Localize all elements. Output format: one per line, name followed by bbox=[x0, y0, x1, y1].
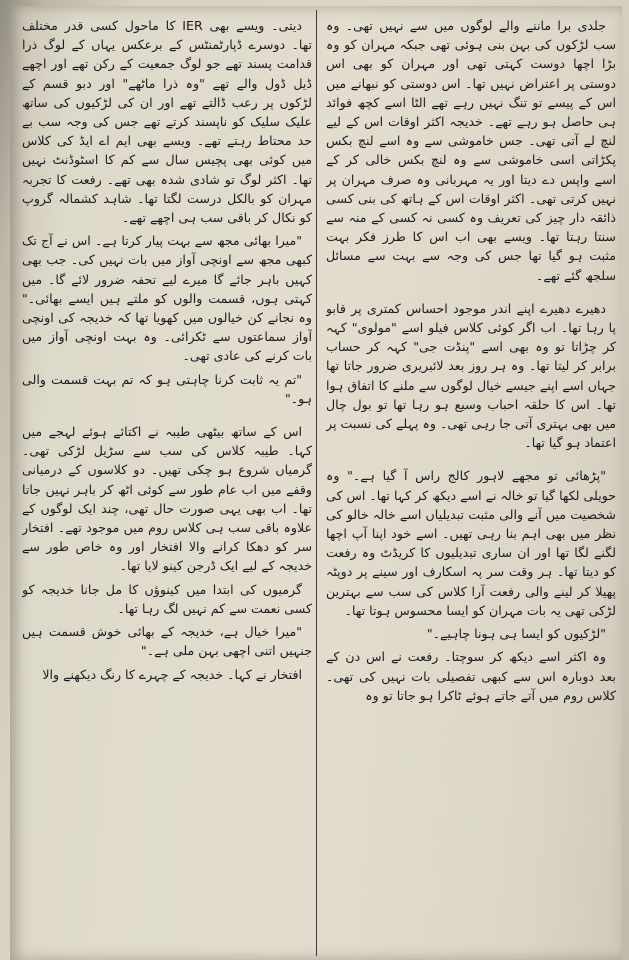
right-paragraph-5: وہ اکثر اسے دیکھ کر سوچتا۔ رفعت نے اس دن کے بعد دوبارہ اس سے کبھی تفصیلی بات نہیں کی تھی۔ کلاس روم میں آتے جاتے ہوئے ٹاکرا ہو جاتا تو وہ bbox=[326, 649, 616, 703]
right-paragraph-2: دھیرے دھیرے اپنے اندر موجود احساس کمتری پر قابو پا رہا تھا۔ اب اگر کوئی کلاس فیلو اسے "مولوی" کہہ کر چڑاتا تو وہ بھی اسے "پنڈت جی" کہہ کر حساب برابر کر لیتا تھا۔ وہ ہر روز بعد لائبریری ضرور جاتا تھا جہاں اسے اپنے جیسے خیال لوگوں سے ملنے کا اتفاق ہوا تھا۔ اس کا حلقہ احباب وسیع ہو رہا تھا تو بول چال میں بھی بہتری آتی جا رہی تھی۔ وہ پہلے کی نسبت پر اعتماد ہو گیا تھا۔ bbox=[326, 300, 616, 451]
right-column bbox=[326, 16, 616, 960]
left-paragraph-3: "تم یہ ثابت کرنا چاہتی ہو کہ تم بہت قسمت والی ہو۔" bbox=[22, 371, 312, 406]
left-column bbox=[22, 16, 312, 960]
left-paragraph-7: افتخار نے کہا۔ خدیجہ کے چہرے کا رنگ دیکھنے والا bbox=[42, 666, 302, 682]
left-paragraph-1: دیتی۔ ویسے بھی IER کا ماحول کسی قدر مختلف تھا۔ دوسرے ڈپارٹمنٹس کے برعکس یہاں کے لوگ ذرا قدامت پسند تھے جو لوگ جمعیت کے رکن تھے اور اچھے ڈیل ڈول والے تھے "وہ ذرا ماٹھے" اور دبو قسم کے لڑکوں پر رعب ڈالتے تھے اور ان کی لڑکیوں کی ساتھ علیک سلیک کو ناپسند کرتے تھے جس کی وجہ سب بے حد محتاط رہتے تھے۔ ویسے بھی ایم اے ایڈ کی کلاس میں کوئی بھی پچیس سال سے کم کا اسٹوڈنٹ نہیں تھا۔ اکثر لوگ تو شادی شدہ بھی تھے۔ رفعت کا تجربہ مہران کو بالکل درست لگتا تھا۔ شاہد کشمالہ گروپ کو نکال کر باقی سب ہی اچھے تھے۔ bbox=[22, 18, 312, 226]
right-paragraph-4: "لڑکیوں کو ایسا ہی ہونا چاہیے۔" bbox=[426, 626, 606, 642]
right-paragraph-1: جلدی برا ماننے والے لوگوں میں سے نہیں تھی۔ وہ سب لڑکوں کی بہن بنی ہوئی تھی جبکہ مہران کو وہ بڑا اچھا دوست کہتی تھی اور مہران کو بھی اس دوستی پر اعتراض نہیں تھا۔ اس دوستی کو نبھانے میں اس کے پیسے تو تنگ نہیں رہے تھے الٹا اسے کچھ فوائد ہی حاصل ہو رہے تھے۔ خدیجہ اکثر اوقات اس کے لیے لنچ لے آتی تھی۔ جس خاموشی سے وہ اسے لنچ بکس پکڑاتی اسی خاموشی سے وہ لنچ بکس خالی کر کے اسے واپس دے دیتا اور یہ مہربانی وہ صرف مہران پر نہیں کرتی تھی۔ اکثر اوقات اس کے ہاتھ کی بنی کسی ذائقہ دار چیز کی تعریف وہ کسی نہ کسی کے منہ سے سنتا رہتا تھا۔ ویسے بھی اب اس کا طرز فکر بہت مثبت ہو گیا تھا جس کی وجہ سے بہت سے مسائل سلجھ گئے تھے۔ bbox=[326, 18, 616, 283]
left-paragraph-4: اس کے ساتھ بیٹھی طیبہ نے اکتائے ہوئے لہجے میں کہا۔ طیبہ کلاس کی سب سے سڑیل لڑکی تھی۔ گرمیاں شروع ہو چکی تھیں۔ دو کلاسوں کے درمیانی وقفے میں اب عام طور سے کوئی اٹھ کر باہر نہیں جاتا تھا۔ اب بھی یہی صورت حال تھی، چند ایک لوگوں کے علاوہ باقی سب ہی کلاس روم میں موجود تھے۔ افتخار سر کو دھکا کرانے والا افتخار اور وہ خاص طور سے خدیجہ کے لیے ایک ڈرجن کینو لایا تھا۔ bbox=[22, 424, 312, 574]
left-paragraph-2: "میرا بھائی مجھ سے بہت پیار کرتا ہے۔ اس نے آج تک کبھی مجھ سے اونچی آواز میں بات نہیں کی۔ جب بھی کہیں باہر جائے گا میرے لیے تحفہ ضرور لائے گا۔ میں کہتی ہوں، قسمت والوں کو ملتے ہیں ایسے بھائی۔" وہ نجانے کن خیالوں میں کھویا تھا کہ خدیجہ کی اونچی آواز سماعتوں سے ٹکرائی۔ وہ بہت اونچی آواز میں بات کرنے کی عادی تھی۔ bbox=[22, 233, 312, 364]
left-paragraph-6: "میرا خیال ہے، خدیجہ کے بھائی خوش قسمت ہیں جنہیں اتنی اچھی بہن ملی ہے۔" bbox=[22, 624, 312, 659]
magazine-page bbox=[10, 6, 622, 960]
left-paragraph-5: گرمیوں کی ابتدا میں کینوؤں کا مل جانا خدیجہ کو کسی نعمت سے کم نہیں لگ رہا تھا۔ bbox=[22, 581, 312, 616]
column-divider bbox=[316, 10, 317, 956]
right-paragraph-3: "پڑھائی تو مجھے لاہور کالج راس آ گیا ہے۔" وہ حویلی لکھا گیا تو خالہ نے اسے دیکھ کر کہا تھا۔ اس کی شخصیت میں آنے والی مثبت تبدیلیاں اسے خالہ خالو کی نظر میں بھی اہم بنا رہی تھیں۔ اسے خود اپنا آپ اچھا لگنے لگا تھا اور ان ساری تبدیلیوں کا کریڈٹ وہ رفعت کو دیتا تھا۔ ہر وقت سر پہ اسکارف اور سینے پر دوپٹہ پھیلا کر لینے والی رفعت آرا کلاس کی سب سے بہترین لڑکی تھی یہ بات مہران کو ایسا محسوس ہوتا تھا۔ bbox=[326, 468, 616, 618]
